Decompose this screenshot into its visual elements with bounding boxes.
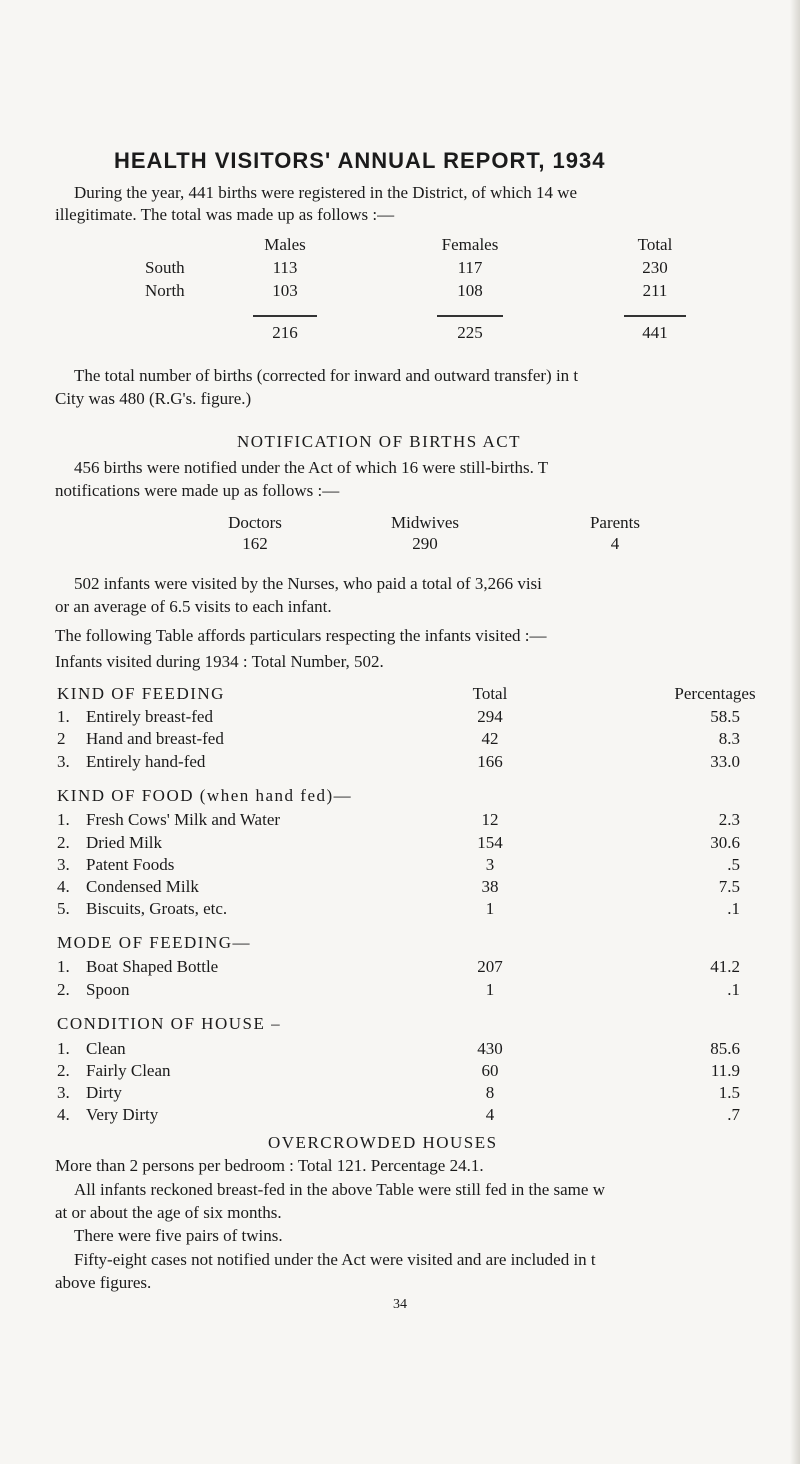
row-num: 3. [57,855,70,874]
notification-header-midwives: Midwives [391,513,459,532]
sum-rule [624,315,686,317]
row-pct: .1 [727,899,740,918]
overcrowded-line-1: More than 2 persons per bedroom : Total 121. Percentage 24.1. [55,1156,484,1175]
row-num: 2. [57,1061,70,1080]
births-row-label: North [145,281,185,300]
overcrowded-line-6: above figures. [55,1273,152,1292]
row-label: Dried Milk [86,833,163,852]
corrected-line-2: City was 480 (R.G's. figure.) [55,389,252,408]
row-label: Clean [86,1039,126,1058]
sum-rule [253,315,317,317]
row-total: 1 [485,980,495,999]
row-num: 2. [57,980,70,999]
births-header-females: Females [441,235,499,254]
condition-of-house-heading: CONDITION OF HOUSE – [57,1014,282,1033]
row-num: 1. [57,1039,70,1058]
kind-of-feeding-heading: KIND OF FEEDING [57,684,225,703]
row-label: Very Dirty [86,1105,159,1124]
row-label: Fairly Clean [86,1061,171,1080]
row-num: 3. [57,752,70,771]
births-cell: 117 [457,258,483,277]
row-total: 294 [477,707,503,726]
row-total: 42 [481,729,499,748]
notification-line-1: 456 births were notified under the Act of which 16 were still-births. T [74,458,549,477]
row-total: 4 [485,1105,495,1124]
overcrowded-line-2: All infants reckoned breast-fed in the above Table were still fed in the same w [74,1180,605,1199]
row-label: Condensed Milk [86,877,199,896]
row-pct: .7 [727,1105,740,1124]
births-row-label: South [145,258,185,277]
overcrowded-line-3: at or about the age of six months. [55,1203,282,1222]
overcrowded-heading: OVERCROWDED HOUSES [268,1133,498,1152]
row-label: Boat Shaped Bottle [86,957,219,976]
row-num: 4. [57,1105,70,1124]
visits-line-2: or an average of 6.5 visits to each infant. [55,597,332,616]
col-total-header: Total [472,684,508,703]
report-title: HEALTH VISITORS' ANNUAL REPORT, 1934 [114,148,606,173]
visits-line-1: 502 infants were visited by the Nurses, who paid a total of 3,266 visi [74,574,542,593]
visits-line-4: Infants visited during 1934 : Total Number, 502. [55,652,384,671]
row-total: 430 [477,1039,503,1058]
row-total: 207 [477,957,503,976]
row-pct: 7.5 [718,877,740,896]
notification-value: 4 [610,534,620,553]
row-label: Fresh Cows' Milk and Water [86,810,281,829]
overcrowded-line-4: There were five pairs of twins. [74,1226,283,1245]
row-label: Entirely breast-fed [86,707,213,726]
row-label: Entirely hand-fed [86,752,206,771]
row-pct: .5 [727,855,740,874]
row-label: Biscuits, Groats, etc. [86,899,228,918]
corrected-line-1: The total number of births (corrected for inward and outward transfer) in t [74,366,579,385]
intro-line-2: illegitimate. The total was made up as follows :— [55,205,395,224]
births-cell: 230 [642,258,668,277]
col-pct-header: Percentages [674,684,756,703]
births-cell: 103 [272,281,298,300]
row-num: 4. [57,877,70,896]
births-cell: 113 [272,258,298,277]
row-total: 38 [481,877,499,896]
row-num: 1. [57,957,70,976]
mode-of-feeding-heading: MODE OF FEEDING— [57,933,251,952]
row-label: Spoon [86,980,130,999]
row-pct: 41.2 [710,957,740,976]
notification-value: 290 [412,534,438,553]
row-total: 154 [477,833,503,852]
overcrowded-line-5: Fifty-eight cases not notified under the Act were visited and are included in t [74,1250,596,1269]
notification-value: 162 [242,534,268,553]
births-cell: 211 [642,281,668,300]
row-total: 12 [481,810,499,829]
births-cell: 108 [457,281,483,300]
births-header-males: Males [264,235,306,254]
row-pct: .1 [727,980,740,999]
sum-rule [437,315,503,317]
intro-line-1: During the year, 441 births were registered in the District, of which 14 we [74,183,578,202]
row-total: 1 [485,899,495,918]
row-label: Hand and breast-fed [86,729,224,748]
visits-line-3: The following Table affords particulars respecting the infants visited :— [55,626,547,645]
row-pct: 30.6 [710,833,740,852]
row-num: 2. [57,833,70,852]
row-label: Dirty [86,1083,122,1102]
births-total-cell: 216 [272,323,298,342]
notification-header-doctors: Doctors [228,513,282,532]
row-pct: 1.5 [718,1083,740,1102]
page-edge-shadow [790,0,800,1464]
row-num: 5. [57,899,70,918]
row-label: Patent Foods [86,855,175,874]
notification-header-parents: Parents [589,513,641,532]
row-num: 2 [57,729,66,748]
row-pct: 11.9 [710,1061,740,1080]
row-num: 3. [57,1083,70,1102]
births-total-cell: 225 [457,323,483,342]
row-total: 60 [481,1061,499,1080]
row-num: 1. [57,707,70,726]
notification-line-2: notifications were made up as follows :— [55,481,340,500]
row-pct: 33.0 [710,752,740,771]
row-pct: 8.3 [718,729,740,748]
kind-of-food-heading: KIND OF FOOD (when hand fed)— [57,786,353,805]
row-pct: 85.6 [710,1039,740,1058]
page-number: 34 [393,1297,407,1312]
row-total: 3 [485,855,495,874]
notification-heading: NOTIFICATION OF BIRTHS ACT [237,432,522,451]
births-header-total: Total [637,235,673,254]
row-total: 166 [477,752,503,771]
births-total-cell: 441 [642,323,668,342]
row-total: 8 [485,1083,495,1102]
row-pct: 2.3 [718,810,740,829]
row-pct: 58.5 [710,707,740,726]
row-num: 1. [57,810,70,829]
